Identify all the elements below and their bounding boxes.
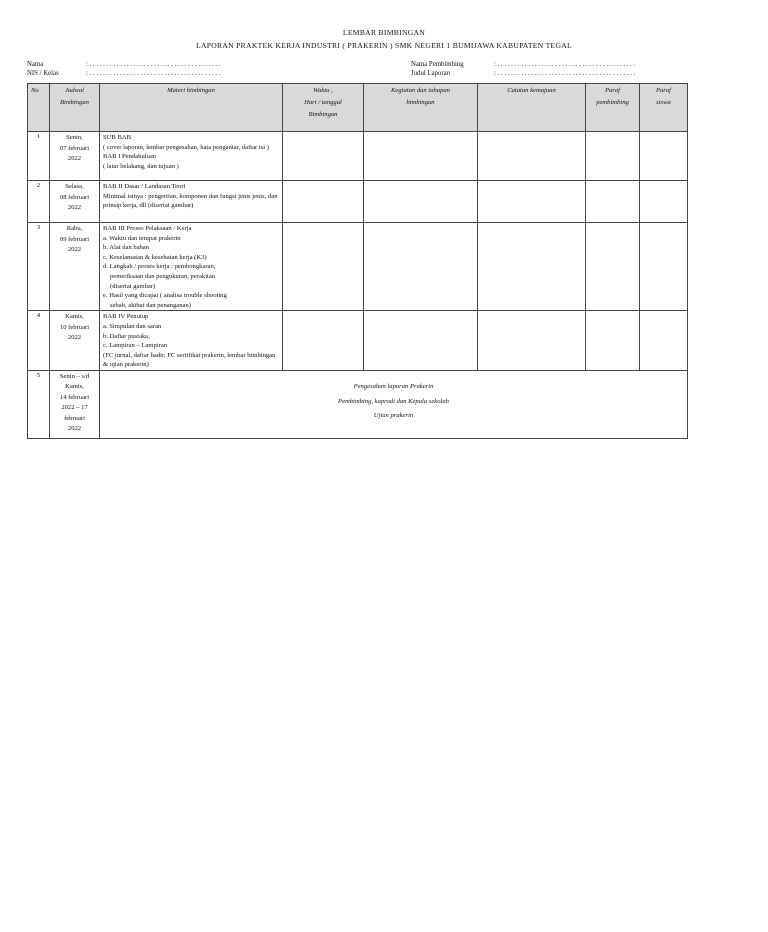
row-materi: BAB IV Penutup a. Simpulan dan saran b. Daftar pustaka, c. Lampiran – Lampiran (FC jurnal, daftar hadir, FC sertifikat prakerin, lembar bimbingan & ujian prakerin) (100, 311, 283, 371)
row-no: 5 (28, 370, 50, 438)
row-jadwal: Kamis, 10 februari 2022 (50, 311, 100, 371)
cell-kegiatan[interactable] (364, 311, 478, 371)
row-materi: BAB III Proses Pelaksaan / Kerja a. Waktu dan tempat prakerin b. Alat dan bahan c. Keselamatan & kesehatan kerja (K3) d. Langkah / proses kerja : pembongkaran, pemeriksaan dan pengukuran, perakitan (disertai gambar) e. Hasil yang dicapai ( analisa trouble shooting sebab, akibat dan penanganan) (100, 223, 283, 311)
nama-pembimbing-value: : . . . . . . . . . . . . . . . . . . . . . . . . . . . . . . . . . . . . . . . . . (494, 61, 636, 68)
row-no: 2 (28, 181, 50, 223)
judul-laporan-value: : . . . . . . . . . . . . . . . . . . . . . . . . . . . . . . . . . . . . . . . . . (494, 70, 636, 77)
cell-paraf-siswa[interactable] (640, 132, 688, 181)
table-row (28, 370, 688, 438)
table-row (28, 311, 688, 371)
cell-paraf-pembimbing[interactable] (586, 223, 640, 311)
header-materi: Materi bimbingan (100, 84, 283, 132)
table-row (28, 181, 688, 223)
header-kegiatan: Kegiatan dan tahapan bimbingan (364, 84, 478, 132)
header-waktu: Waktu , Hari / tanggal Bimbingan (283, 84, 364, 132)
pengesahan-line: Pembimbing, kaprodi dan Kepala sekolah (338, 397, 449, 405)
cell-waktu[interactable] (283, 132, 364, 181)
document-title: LEMBAR BIMBINGAN (342, 28, 426, 37)
row-materi: SUB BAB ( cover laporan, lembar pengesahan, kata pengantar, daftar isi ) BAB I Pendahuluan ( latar belakang, dan tujuan ) (100, 132, 283, 181)
pengesahan-line: Ujian prakerin (373, 412, 414, 420)
cell-catatan[interactable] (478, 223, 586, 311)
nama-label: Nama (27, 61, 44, 68)
nis-kelas-value: : . . . . . . . . . . . . . . . . . . . . . . . . . . . . . . . . . . . . . . . (86, 70, 221, 77)
row-jadwal: Senin, 07 februari 2022 (50, 132, 100, 181)
nama-pembimbing-label: Nama Pembimbing (411, 61, 464, 68)
cell-waktu[interactable] (283, 181, 364, 223)
cell-paraf-pembimbing[interactable] (586, 132, 640, 181)
row-no: 3 (28, 223, 50, 311)
table-row (28, 223, 688, 311)
cell-kegiatan[interactable] (364, 132, 478, 181)
row-materi: BAB II Dasar / Landasan Teori Minimal isinya : pengertian, komponen dan fungsi jenis jenis, dan prinsip kerja, dll (disertai gambar) (100, 181, 283, 223)
bimbingan-table (27, 83, 688, 439)
header-catatan: Catatan kemajuan (478, 84, 586, 132)
cell-paraf-siswa[interactable] (640, 311, 688, 371)
nis-kelas-label: NIS / Kelas (27, 70, 59, 77)
row-jadwal: Rabu, 09 februari 2022 (50, 223, 100, 311)
cell-paraf-siswa[interactable] (640, 181, 688, 223)
row-no: 1 (28, 132, 50, 181)
cell-waktu[interactable] (283, 311, 364, 371)
cell-paraf-pembimbing[interactable] (586, 181, 640, 223)
document-subtitle: LAPORAN PRAKTEK KERJA INDUSTRI ( PRAKERIN ) SMK NEGERI 1 BUMIJAWA KABUPATEN TEGAL (196, 41, 572, 50)
pengesahan-cell (100, 370, 688, 438)
header-jadwal: Jadwal Bimbingan (50, 84, 100, 132)
header-paraf-siswa: Paraf siswa (640, 84, 688, 132)
table-header-row (28, 84, 688, 132)
judul-laporan-label: Judul Laporan (411, 70, 451, 77)
header-no: No (28, 84, 50, 132)
cell-catatan[interactable] (478, 311, 586, 371)
cell-catatan[interactable] (478, 181, 586, 223)
cell-kegiatan[interactable] (364, 181, 478, 223)
cell-kegiatan[interactable] (364, 223, 478, 311)
cell-paraf-pembimbing[interactable] (586, 311, 640, 371)
pengesahan-line: Pengesahan laporan Prakerin (353, 382, 434, 390)
table-row (28, 132, 688, 181)
row-no: 4 (28, 311, 50, 371)
nama-value: : . . . . . . . . . . . . . . . . . . . . . . . . . . . . . . . . . . . . . . . (86, 61, 221, 68)
header-paraf-pembimbing: Paraf pembimbing (586, 84, 640, 132)
row-jadwal: Selasa, 08 februari 2022 (50, 181, 100, 223)
cell-waktu[interactable] (283, 223, 364, 311)
cell-paraf-siswa[interactable] (640, 223, 688, 311)
cell-catatan[interactable] (478, 132, 586, 181)
row-jadwal: Senin – s/d Kamis, 14 februari 2022 – 17 februari 2022 (50, 370, 100, 438)
